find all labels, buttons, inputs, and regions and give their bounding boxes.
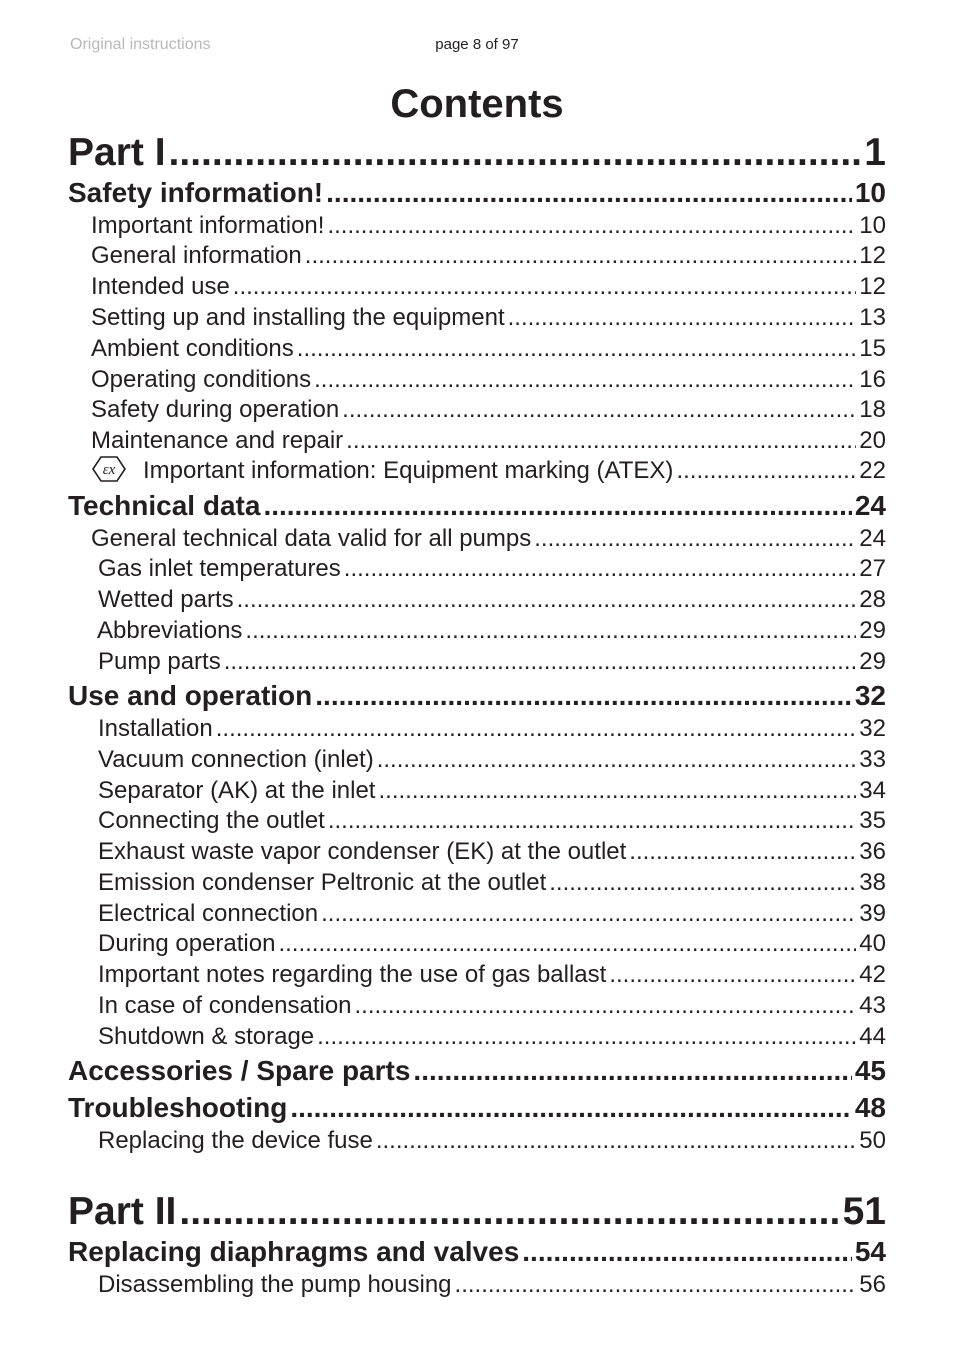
toc-entry-label xyxy=(98,1022,314,1052)
toc-entry-label xyxy=(98,868,546,898)
toc-page-number: 35 xyxy=(859,807,886,834)
toc-entry-text: General information xyxy=(91,242,302,269)
toc-entry-text: Installation xyxy=(98,715,213,742)
toc-chapter-entry[interactable] xyxy=(68,176,886,210)
toc-page-number: 24 xyxy=(854,490,886,521)
toc-dot-leader xyxy=(245,616,856,646)
toc-entry-text: Separator (AK) at the inlet xyxy=(98,777,376,804)
toc-page-number: 43 xyxy=(859,992,886,1019)
toc-entry-label xyxy=(91,426,343,456)
toc-entry-label xyxy=(98,745,374,775)
toc-dot-leader xyxy=(629,837,856,867)
toc-dot-leader xyxy=(263,489,851,523)
toc-section-entry[interactable] xyxy=(91,211,886,241)
toc-page-number: 38 xyxy=(859,869,886,896)
toc-section-entry[interactable] xyxy=(98,806,886,836)
toc-entry-label xyxy=(91,524,531,554)
toc-page-number: 36 xyxy=(859,838,886,865)
toc-section-entry[interactable] xyxy=(91,303,886,333)
toc-entry-text: Maintenance and repair xyxy=(91,427,344,454)
toc-dot-leader xyxy=(290,1091,852,1125)
toc-dot-leader xyxy=(413,1054,851,1088)
toc-page-number: 27 xyxy=(859,555,886,582)
toc-part-entry[interactable] xyxy=(68,1189,886,1235)
toc-dot-leader xyxy=(233,272,857,302)
toc-entry-label xyxy=(91,334,294,364)
toc-entry-text: Emission condenser Peltronic at the outlet xyxy=(98,869,547,896)
toc-entry-label xyxy=(98,899,318,929)
toc-page-number: 10 xyxy=(859,212,886,239)
toc-entry-label xyxy=(91,456,673,486)
toc-page-number: 40 xyxy=(859,930,886,957)
toc-dot-leader xyxy=(297,334,857,364)
toc-entry-text: Pump parts xyxy=(98,648,221,675)
toc-entry-text: During operation xyxy=(98,930,276,957)
toc-entry-text: Gas inlet temperatures xyxy=(98,555,341,582)
toc-entry-text: Technical data xyxy=(68,490,261,521)
toc-entry-label xyxy=(98,585,234,615)
toc-dot-leader xyxy=(355,991,857,1021)
toc-entry-label xyxy=(68,1189,176,1235)
toc-section-entry[interactable] xyxy=(91,272,886,302)
toc-page-number: 44 xyxy=(859,1023,886,1050)
toc-entry-label xyxy=(68,130,166,176)
toc-page-number: 45 xyxy=(854,1055,886,1086)
toc-section-entry[interactable] xyxy=(91,334,886,364)
toc-section-entry[interactable] xyxy=(91,456,886,486)
toc-entry-label xyxy=(68,1091,287,1125)
toc-chapter-entry[interactable] xyxy=(68,679,886,713)
toc-entry-label xyxy=(98,929,275,959)
toc-page-number: 12 xyxy=(859,273,886,300)
toc-section-entry[interactable] xyxy=(91,241,886,271)
toc-entry-text: Important notes regarding the use of gas ballast xyxy=(98,961,607,988)
toc-page-number: 29 xyxy=(859,617,886,644)
toc-entry-text: Abbreviations xyxy=(97,617,243,644)
toc-entry-label xyxy=(91,241,302,271)
toc-entry-label xyxy=(97,616,242,646)
toc-page-number: 22 xyxy=(859,457,886,484)
toc-entry-text: Electrical connection xyxy=(98,900,319,927)
toc-section-entry[interactable] xyxy=(98,714,886,744)
toc-dot-leader xyxy=(342,395,856,425)
toc-dot-leader xyxy=(376,1126,856,1156)
toc-section-entry[interactable] xyxy=(98,991,886,1021)
toc-entry-text: Operating conditions xyxy=(91,366,312,393)
toc-page-number: 13 xyxy=(859,304,886,331)
toc-page-number: 34 xyxy=(859,777,886,804)
toc-entry-label xyxy=(91,211,324,241)
toc-dot-leader xyxy=(327,211,856,241)
toc-entry-text: Shutdown & storage xyxy=(98,1023,315,1050)
toc-dot-leader xyxy=(549,868,856,898)
toc-entry-text: Connecting the outlet xyxy=(98,807,325,834)
toc-page-number: 54 xyxy=(854,1236,886,1267)
toc-entry-text: Setting up and installing the equipment xyxy=(91,304,505,331)
toc-page-number: 15 xyxy=(859,335,886,362)
toc-entry-label xyxy=(98,714,213,744)
toc-section-entry[interactable] xyxy=(98,776,886,806)
toc-section-entry[interactable] xyxy=(91,395,886,425)
toc-entry-label xyxy=(98,1126,373,1156)
toc-page-number: 18 xyxy=(859,396,886,423)
toc-page-number: 24 xyxy=(859,525,886,552)
toc-entry-text: Important information: Equipment marking (ATEX) xyxy=(143,457,674,484)
toc-dot-leader xyxy=(179,1189,839,1235)
toc-entry-text: Part I xyxy=(68,131,166,174)
toc-section-entry[interactable] xyxy=(98,554,886,584)
toc-dot-leader xyxy=(676,456,856,486)
toc-entry-label xyxy=(68,679,312,713)
toc-entry-label xyxy=(91,365,311,395)
toc-chapter-entry[interactable] xyxy=(68,1091,886,1125)
toc-dot-leader xyxy=(328,806,856,836)
toc-entry-label xyxy=(98,776,375,806)
toc-dot-leader xyxy=(326,176,852,210)
toc-entry-label xyxy=(98,837,626,867)
toc-dot-leader xyxy=(377,745,857,775)
document-type-label: Original instructions xyxy=(70,36,211,53)
toc-page-number: 51 xyxy=(842,1190,886,1233)
toc-section-entry[interactable] xyxy=(98,1022,886,1052)
toc-chapter-entry[interactable] xyxy=(68,489,886,523)
toc-page-number: 32 xyxy=(859,715,886,742)
toc-page-number: 33 xyxy=(859,746,886,773)
toc-dot-leader xyxy=(169,130,862,176)
page-number: page 8 of 97 xyxy=(435,36,519,53)
toc-dot-leader xyxy=(224,647,857,677)
toc-entry-text: Use and operation xyxy=(68,680,313,711)
toc-section-entry[interactable] xyxy=(97,616,886,646)
toc-entry-label xyxy=(91,303,505,333)
toc-section-entry[interactable] xyxy=(98,929,886,959)
toc-section-entry[interactable] xyxy=(98,1126,886,1156)
toc-entry-label xyxy=(98,554,341,584)
toc-entry-label xyxy=(68,176,323,210)
toc-entry-text: Part II xyxy=(68,1190,177,1233)
toc-entry-label xyxy=(68,489,260,523)
toc-section-entry[interactable] xyxy=(91,524,886,554)
toc-dot-leader xyxy=(315,679,852,713)
toc-entry-label xyxy=(98,647,221,677)
toc-page-number: 20 xyxy=(859,427,886,454)
toc-chapter-entry[interactable] xyxy=(68,1235,886,1269)
toc-dot-leader xyxy=(237,585,857,615)
toc-entry-text: Ambient conditions xyxy=(91,335,294,362)
toc-dot-leader xyxy=(216,714,857,744)
toc-page-number: 42 xyxy=(859,961,886,988)
toc-entry-label xyxy=(68,1235,519,1269)
toc-entry-text: Vacuum connection (inlet) xyxy=(98,746,374,773)
toc-dot-leader xyxy=(344,554,857,584)
toc-section-entry[interactable] xyxy=(98,899,886,929)
svg-text:εx: εx xyxy=(102,461,116,478)
toc-dot-leader xyxy=(278,929,856,959)
toc-dot-leader xyxy=(522,1235,852,1269)
toc-section-entry[interactable] xyxy=(98,647,886,677)
toc-entry-text: In case of condensation xyxy=(98,992,352,1019)
toc-entry-text: Intended use xyxy=(91,273,230,300)
toc-entry-text: Troubleshooting xyxy=(68,1092,288,1123)
toc-section-entry[interactable] xyxy=(98,837,886,867)
toc-page-number: 16 xyxy=(859,366,886,393)
toc-entry-text: Disassembling the pump housing xyxy=(98,1271,452,1298)
toc-page-number: 28 xyxy=(859,586,886,613)
toc-entry-text: Important information! xyxy=(91,212,325,239)
toc-entry-text: Exhaust waste vapor condenser (EK) at the outlet xyxy=(98,838,627,865)
toc-dot-leader xyxy=(455,1270,857,1300)
atex-ex-icon xyxy=(91,455,127,483)
toc-page-number: 29 xyxy=(859,648,886,675)
toc-dot-leader xyxy=(305,241,857,271)
toc-section-entry[interactable] xyxy=(98,745,886,775)
toc-entry-text: Replacing the device fuse xyxy=(98,1127,373,1154)
toc-section-entry[interactable] xyxy=(91,365,886,395)
toc-entry-label xyxy=(98,991,352,1021)
toc-entry-text: Wetted parts xyxy=(98,586,234,613)
toc-page-number: 12 xyxy=(859,242,886,269)
toc-dot-leader xyxy=(508,303,857,333)
page-title: Contents xyxy=(390,82,564,126)
toc-section-entry[interactable] xyxy=(98,585,886,615)
toc-page-number: 32 xyxy=(854,680,886,711)
toc-section-entry[interactable] xyxy=(98,1270,886,1300)
toc-part-entry[interactable] xyxy=(68,130,886,176)
toc-entry-text: Accessories / Spare parts xyxy=(68,1055,411,1086)
toc-section-entry[interactable] xyxy=(98,868,886,898)
toc-page-number: 50 xyxy=(859,1127,886,1154)
toc-dot-leader xyxy=(609,960,856,990)
toc-page-number: 1 xyxy=(864,131,886,174)
toc-entry-text: Replacing diaphragms and valves xyxy=(68,1236,520,1267)
toc-dot-leader xyxy=(534,524,856,554)
toc-page-number: 10 xyxy=(854,177,886,208)
toc-dot-leader xyxy=(317,1022,856,1052)
toc-entry-label xyxy=(68,1054,410,1088)
toc-page-number: 39 xyxy=(859,900,886,927)
toc-page-number: 56 xyxy=(859,1271,886,1298)
toc-entry-label xyxy=(98,960,606,990)
toc-dot-leader xyxy=(346,426,856,456)
toc-entry-label xyxy=(91,272,230,302)
toc-entry-label xyxy=(98,806,325,836)
toc-section-entry[interactable] xyxy=(91,426,886,456)
toc-dot-leader xyxy=(314,365,856,395)
toc-entry-label xyxy=(91,395,339,425)
toc-dot-leader xyxy=(378,776,856,806)
toc-chapter-entry[interactable] xyxy=(68,1054,886,1088)
toc-entry-text: General technical data valid for all pumps xyxy=(91,525,532,552)
toc-page-number: 48 xyxy=(854,1092,886,1123)
toc-entry-text: Safety information! xyxy=(68,177,324,208)
toc-dot-leader xyxy=(321,899,856,929)
toc-entry-label xyxy=(98,1270,452,1300)
toc-section-entry[interactable] xyxy=(98,960,886,990)
toc-entry-text: Safety during operation xyxy=(91,396,340,423)
